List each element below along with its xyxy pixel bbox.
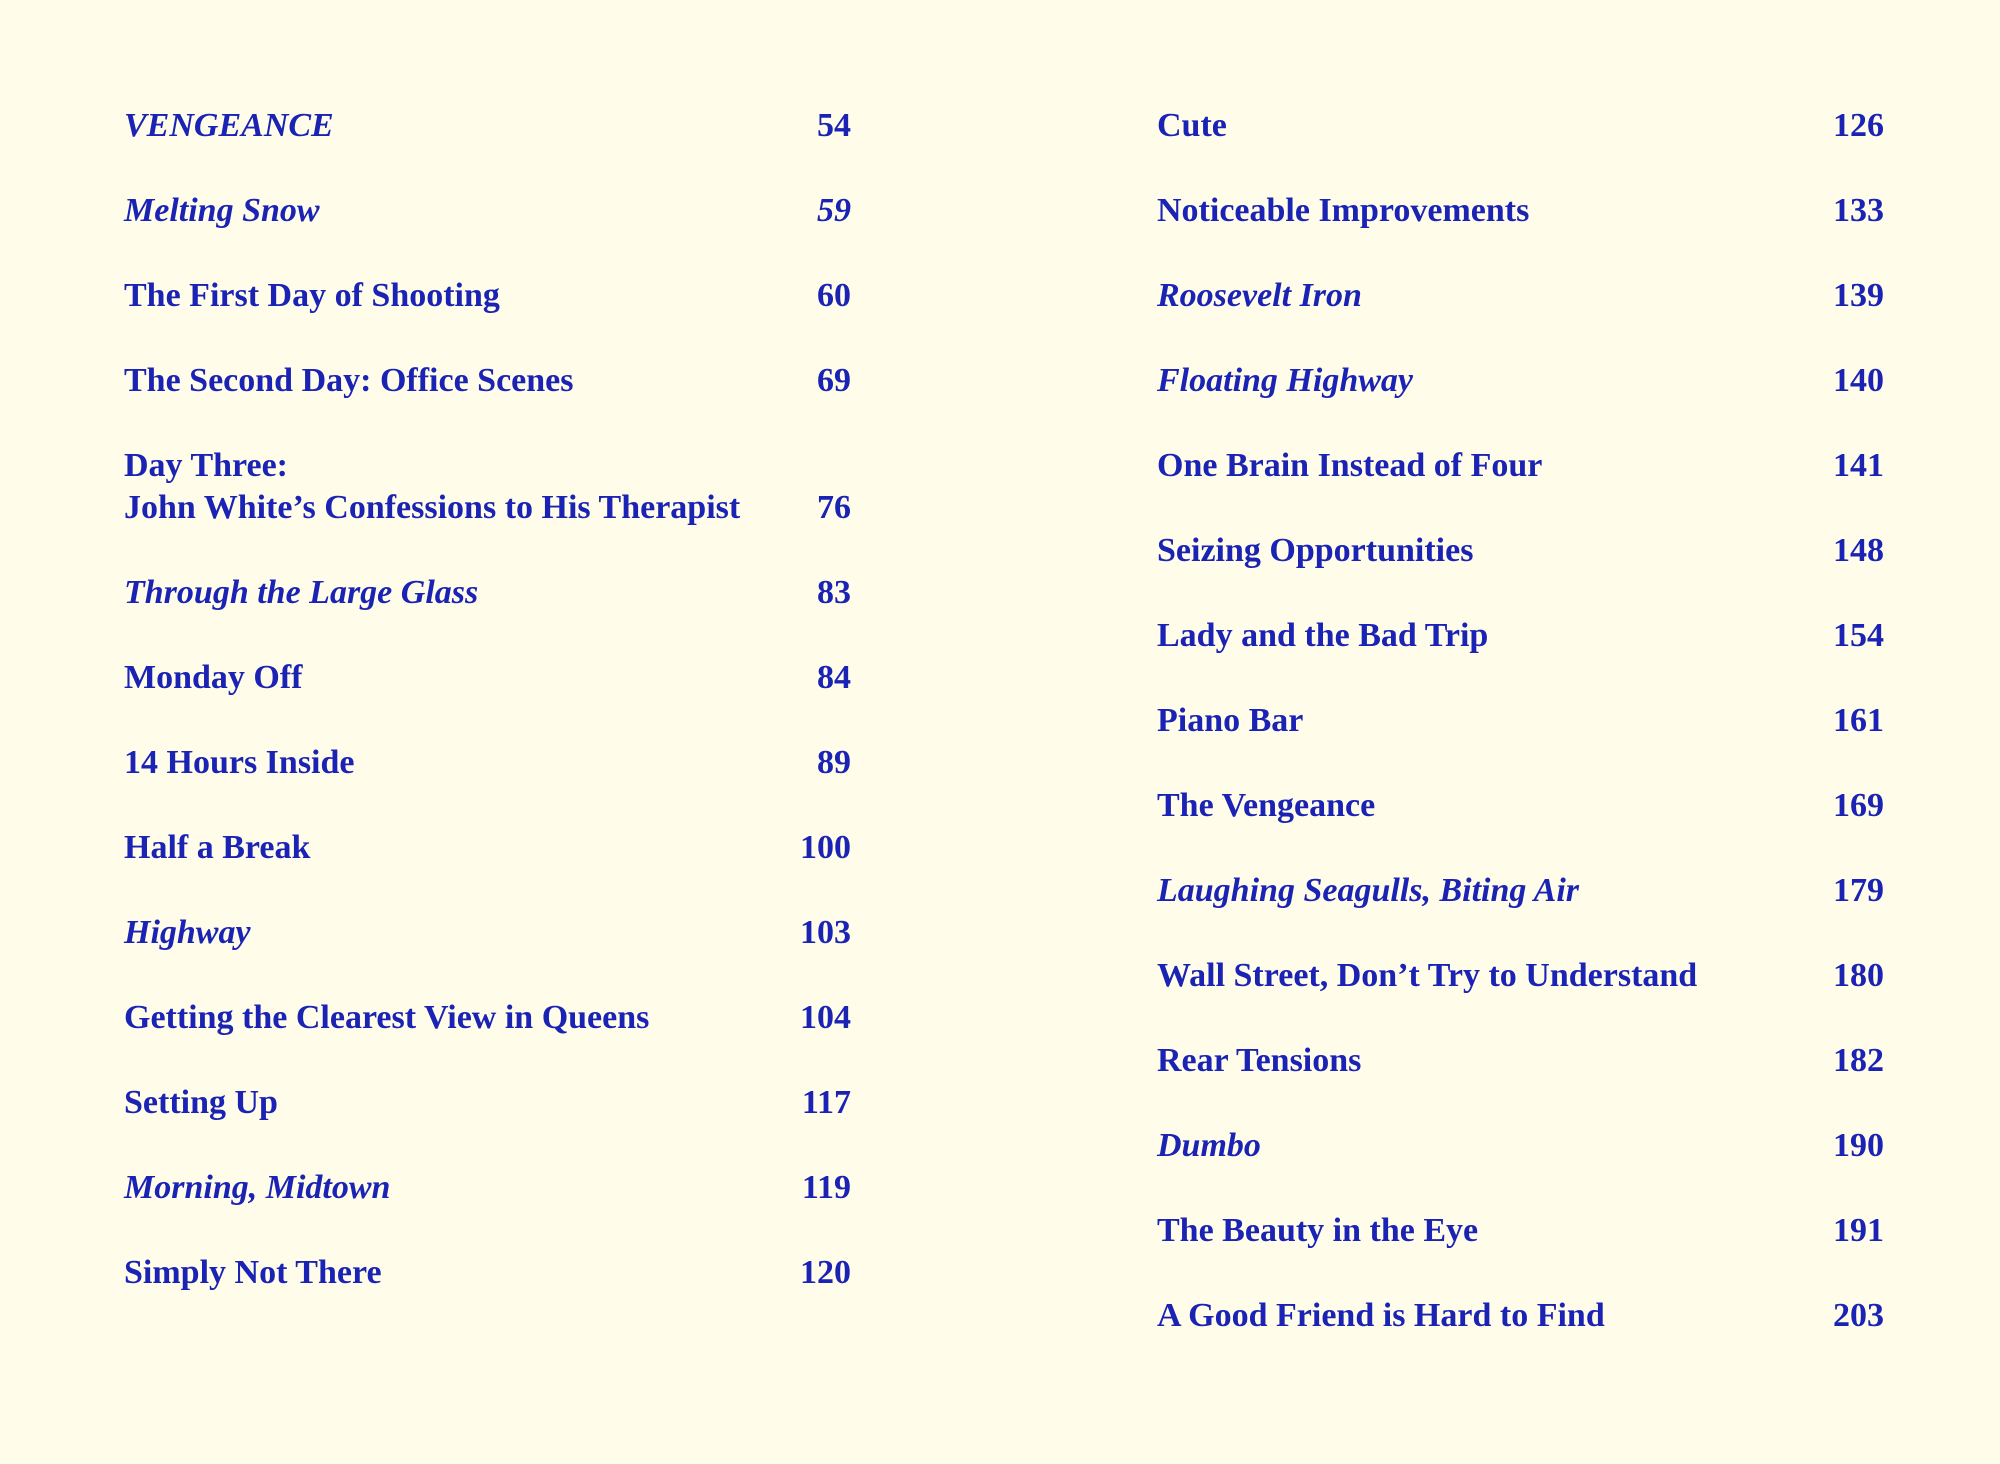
toc-entry-page-number: 126 bbox=[1833, 107, 1884, 144]
toc-entry-page-number: 161 bbox=[1833, 702, 1884, 739]
toc-entry-page-number: 104 bbox=[800, 999, 851, 1036]
toc-entry-page-number: 140 bbox=[1833, 362, 1884, 399]
toc-entry-page-number: 154 bbox=[1833, 617, 1884, 654]
toc-entry-title-text: A Good Friend is Hard to Find bbox=[1157, 1297, 1605, 1334]
toc-entry-page-number: 117 bbox=[801, 1084, 851, 1121]
toc-entry-page-number: 190 bbox=[1833, 1127, 1884, 1164]
toc-entry-title-line: John White’s Confessions to His Therapist bbox=[124, 489, 741, 526]
toc-entry[interactable] bbox=[124, 360, 851, 402]
toc-entry[interactable] bbox=[1157, 360, 1884, 402]
toc-entry[interactable] bbox=[1157, 785, 1884, 827]
toc-entry[interactable] bbox=[124, 445, 851, 529]
toc-entry[interactable] bbox=[124, 912, 851, 954]
toc-entry-title bbox=[1157, 105, 1884, 147]
toc-entry-title-text: Morning, Midtown bbox=[124, 1169, 391, 1206]
toc-entry[interactable] bbox=[124, 275, 851, 317]
toc-entry-title-text: Roosevelt Iron bbox=[1157, 277, 1362, 314]
toc-entry-page-number: 60 bbox=[817, 277, 851, 314]
toc-entry-page-number: 100 bbox=[800, 829, 851, 866]
toc-entry-title-text: The Second Day: Office Scenes bbox=[124, 362, 574, 399]
toc-entry-title-text: Getting the Clearest View in Queens bbox=[124, 999, 650, 1036]
toc-entry-page-number: 84 bbox=[817, 659, 851, 696]
toc-entry-page-number: 103 bbox=[800, 914, 851, 951]
toc-entry-page-number: 148 bbox=[1833, 532, 1884, 569]
toc-entry[interactable] bbox=[1157, 190, 1884, 232]
toc-entry-title bbox=[1157, 1295, 1884, 1337]
toc-entry[interactable] bbox=[124, 657, 851, 699]
toc-entry-title bbox=[124, 1082, 851, 1124]
toc-entry[interactable] bbox=[1157, 1125, 1884, 1167]
toc-entry-title bbox=[124, 572, 851, 614]
toc-entry-page-number: 59 bbox=[817, 192, 851, 229]
toc-entry[interactable] bbox=[124, 190, 851, 232]
toc-entry-page-number: 133 bbox=[1833, 192, 1884, 229]
toc-entry-title bbox=[124, 1252, 851, 1294]
toc-entry-page-number: 141 bbox=[1833, 447, 1884, 484]
toc-entry-title bbox=[124, 657, 851, 699]
toc-entry-title-text: Dumbo bbox=[1157, 1127, 1261, 1164]
toc-entry-title-text: The Beauty in the Eye bbox=[1157, 1212, 1479, 1249]
toc-entry-page-number: 182 bbox=[1833, 1042, 1884, 1079]
toc-entry-title-line: Day Three: bbox=[124, 447, 289, 484]
toc-entry-title-text: Melting Snow bbox=[124, 192, 320, 229]
toc-entry-title bbox=[1157, 1210, 1884, 1252]
toc-right-column bbox=[1157, 105, 1884, 1380]
toc-entry-title-text: Seizing Opportunities bbox=[1157, 532, 1474, 569]
toc-entry-title bbox=[124, 275, 851, 317]
toc-entry-title bbox=[1157, 1125, 1884, 1167]
toc-entry-title-text: Highway bbox=[124, 914, 251, 951]
toc-entry-page-number: 169 bbox=[1833, 787, 1884, 824]
toc-entry-page-number: 120 bbox=[800, 1254, 851, 1291]
toc-entry-page-number: 83 bbox=[817, 574, 851, 611]
toc-entry-title-text: One Brain Instead of Four bbox=[1157, 447, 1543, 484]
toc-entry-title-text: The First Day of Shooting bbox=[124, 277, 500, 314]
toc-entry-page-number: 69 bbox=[817, 362, 851, 399]
toc-entry-page-number: 54 bbox=[817, 107, 851, 144]
toc-entry-title-text: Simply Not There bbox=[124, 1254, 382, 1291]
toc-entry-title bbox=[124, 445, 851, 529]
toc-entry-page-number: 139 bbox=[1833, 277, 1884, 314]
toc-entry[interactable] bbox=[124, 572, 851, 614]
toc-entry-title bbox=[1157, 785, 1884, 827]
toc-entry[interactable] bbox=[124, 105, 851, 147]
toc-entry[interactable] bbox=[1157, 1040, 1884, 1082]
toc-entry-title-text: Through the Large Glass bbox=[124, 574, 479, 611]
toc-entry-title-text: Setting Up bbox=[124, 1084, 278, 1121]
toc-entry-page-number: 119 bbox=[801, 1169, 851, 1206]
toc-entry-title bbox=[1157, 615, 1884, 657]
toc-entry-title bbox=[124, 997, 851, 1039]
toc-entry-page-number: 191 bbox=[1833, 1212, 1884, 1249]
toc-entry-title bbox=[1157, 955, 1884, 997]
toc-entry-title bbox=[1157, 275, 1884, 317]
toc-entry-title-text: 14 Hours Inside bbox=[124, 744, 355, 781]
toc-entry-title bbox=[124, 360, 851, 402]
toc-left-column bbox=[124, 105, 851, 1337]
toc-entry[interactable] bbox=[124, 1167, 851, 1209]
toc-entry[interactable] bbox=[124, 1252, 851, 1294]
toc-entry-title-text: Rear Tensions bbox=[1157, 1042, 1362, 1079]
toc-entry-title bbox=[1157, 700, 1884, 742]
toc-entry[interactable] bbox=[1157, 1295, 1884, 1337]
toc-entry-title-text: Noticeable Improvements bbox=[1157, 192, 1530, 229]
toc-entry-page-number: 89 bbox=[817, 744, 851, 781]
toc-entry-title bbox=[1157, 445, 1884, 487]
toc-entry-page-number: 203 bbox=[1833, 1297, 1884, 1334]
toc-entry-page-number: 179 bbox=[1833, 872, 1884, 909]
toc-entry[interactable] bbox=[1157, 445, 1884, 487]
toc-entry-title bbox=[124, 1167, 851, 1209]
toc-entry-title-text: Floating Highway bbox=[1157, 362, 1413, 399]
toc-entry[interactable] bbox=[1157, 615, 1884, 657]
toc-entry-title bbox=[124, 105, 851, 147]
toc-entry[interactable] bbox=[1157, 870, 1884, 912]
toc-entry[interactable] bbox=[1157, 955, 1884, 997]
toc-entry[interactable] bbox=[124, 997, 851, 1039]
toc-entry-title-text: Cute bbox=[1157, 107, 1227, 144]
toc-entry[interactable] bbox=[1157, 105, 1884, 147]
toc-entry[interactable] bbox=[1157, 700, 1884, 742]
toc-entry[interactable] bbox=[1157, 275, 1884, 317]
toc-entry-title-text: Half a Break bbox=[124, 829, 311, 866]
toc-entry-title bbox=[124, 190, 851, 232]
toc-entry-title-text: Lady and the Bad Trip bbox=[1157, 617, 1489, 654]
toc-entry-title-text: Wall Street, Don’t Try to Understand bbox=[1157, 957, 1698, 994]
toc-entry-title bbox=[1157, 870, 1884, 912]
toc-entry-title-text: Piano Bar bbox=[1157, 702, 1304, 739]
toc-entry-title-text: VENGEANCE bbox=[124, 107, 334, 144]
toc-entry-title-text: The Vengeance bbox=[1157, 787, 1376, 824]
toc-entry-title bbox=[124, 827, 851, 869]
toc-entry-title bbox=[1157, 1040, 1884, 1082]
toc-entry-page-number: 180 bbox=[1833, 957, 1884, 994]
toc-entry-title bbox=[124, 742, 851, 784]
toc-entry[interactable] bbox=[1157, 530, 1884, 572]
toc-entry[interactable] bbox=[1157, 1210, 1884, 1252]
toc-entry[interactable] bbox=[124, 1082, 851, 1124]
toc-entry-title-text: Laughing Seagulls, Biting Air bbox=[1157, 872, 1579, 909]
toc-entry[interactable] bbox=[124, 742, 851, 784]
toc-entry-title-text: Monday Off bbox=[124, 659, 303, 696]
toc-entry-page-number: 76 bbox=[817, 489, 851, 526]
toc-entry-title bbox=[1157, 190, 1884, 232]
toc-entry-title bbox=[1157, 530, 1884, 572]
toc-entry-title bbox=[1157, 360, 1884, 402]
toc-entry[interactable] bbox=[124, 827, 851, 869]
toc-entry-title bbox=[124, 912, 851, 954]
